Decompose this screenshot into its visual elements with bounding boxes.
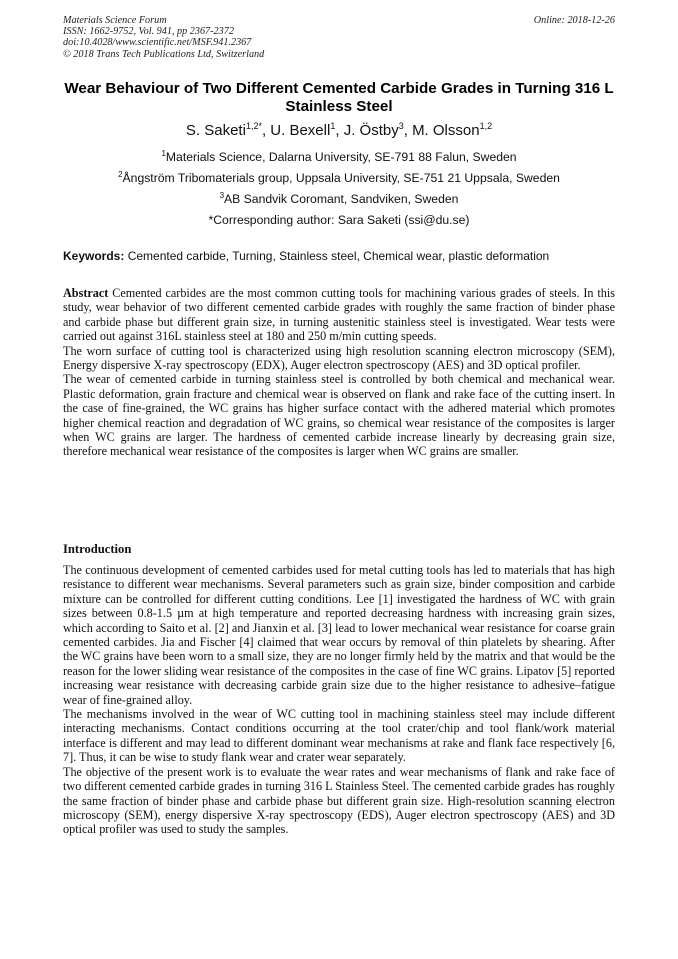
author: U. Bexell$^1$, <box>270 121 344 139</box>
intro-paragraph: The continuous development of cemented carbides used for metal cutting tools has led to materials that has high resistance to different wear mechanisms. Several parameters such as grain size, binder composition and carbide mixture can be controlled for different cutting conditions. Lee [1] investigated the hardness of WC with grain sizes between 0.8-1.5 µm at high temperature and reported decreasing hardness with increasing grain sizes, which according to Saito et al. [2] and Jianxin et al. [3] lead to lower mechanical wear resistance for coarse grain cemented carbides. Jia and Fischer [4] claimed that wear occurs by removal of thin platelets by shearing. After the WC grains have been worn to a small size, they are no longer firmly held by the matrix and that would be the reason for the lower sliding wear resistance of the composites in the case of fine WC grains. Lipatov [5] reported increasing wear resistance with decreasing carbide grain size due to the higher resistance to adhesive–fatigue wear of fine-grained alloy. <box>63 563 615 707</box>
affiliation: $^1$Materials Science, Dalarna University, SE-791 88 Falun, Sweden <box>161 149 517 164</box>
keywords-text: Cemented carbide, Turning, Stainless steel, Chemical wear, plastic deformation <box>124 249 550 263</box>
abstract-label: Abstract <box>63 286 109 300</box>
copyright-line: © 2018 Trans Tech Publications Ltd, Switzerland <box>63 48 265 60</box>
abstract-paragraph: The worn surface of cutting tool is characterized using high resolution scanning electron microscopy (SEM), Energy dispersive X-ray spectroscopy (EDX), Auger electron spectroscopy (AES) and 3D optical profiler. <box>63 343 615 373</box>
abstract-paragraph: Abstract Cemented carbides are the most common cutting tools for machining various grades of steels. In this study, wear behavior of two different cemented carbide grades with roughly the same fraction of binder phase and carbide phase but different grain size, in turning austenitic stainless steel is investigated. Wear tests were carried out against 316L stainless steel at 180 and 250 m/min cutting speeds. <box>63 286 615 344</box>
keywords-label: Keywords: <box>63 249 125 263</box>
author-list <box>55 122 623 140</box>
doi-line: doi:10.4028/www.scientific.net/MSF.941.2367 <box>63 37 252 49</box>
abstract-paragraph: The wear of cemented carbide in turning stainless steel is controlled by both chemical and mechanical wear. Plastic deformation, grain fracture and chemical wear is observed on flank and rake face of the cutting insert. In the case of fine-grained, the WC grains has higher surface contact with the adhered material which promotes higher chemical reaction and degradation of WC grains, so chemical wear resistance of the composites is larger when WC grains are larger. The hardness of cemented carbide increase linearly by decreasing grain size, therefore mechanical wear resistance of the composites is larger when WC grains are smaller. <box>63 372 615 459</box>
keywords <box>63 249 615 263</box>
journal-name: Materials Science Forum <box>63 15 167 26</box>
online-date: Online: 2018-12-26 <box>533 15 615 26</box>
affiliation: $^2$Ångström Tribomaterials group, Uppsala University, SE-751 21 Uppsala, Sweden <box>118 170 560 185</box>
introduction <box>63 563 615 837</box>
issn-line: ISSN: 1662-9752, Vol. 941, pp 2367-2372 <box>63 26 234 38</box>
affiliation: $^3$AB Sandvik Coromant, Sandviken, Sweden <box>219 191 459 206</box>
corresponding-author: *Corresponding author: Sara Saketi (ssi@du.se) <box>208 213 470 227</box>
paper-title: Wear Behaviour of Two Different Cemented Carbide Grades in Turning 316 L Stainless Steel <box>64 80 614 116</box>
journal-info <box>63 15 264 60</box>
author: J. Östby$^3$, <box>343 121 413 139</box>
author: S. Saketi$^{1,2*}$, <box>185 121 271 139</box>
abstract <box>63 286 615 459</box>
section-heading: Introduction <box>63 542 132 556</box>
author: M. Olsson$^{1,2}$ <box>412 121 493 139</box>
intro-paragraph: The mechanisms involved in the wear of WC cutting tool in machining stainless steel may include different interacting mechanisms. Contact conditions occurring at the tool crater/chip and tool flank/work material interface is different and may lead to different dominant wear mechanisms at rake and flank face respectively [6, 7]. Thus, it can be wise to study flank wear and crater wear separately. <box>63 707 615 765</box>
intro-paragraph: The objective of the present work is to evaluate the wear rates and wear mechanisms of flank and rake face of two different cemented carbide grades in turning 316 L Stainless Steel. The cemented carbide grades has roughly the same fraction of binder phase and carbide phase but different grain size. High-resolution scanning electron microscopy (SEM), energy dispersive X-ray spectroscopy (EDS), Auger electron spectroscopy (AES) and 3D optical profiler was used to study the samples. <box>63 764 615 837</box>
